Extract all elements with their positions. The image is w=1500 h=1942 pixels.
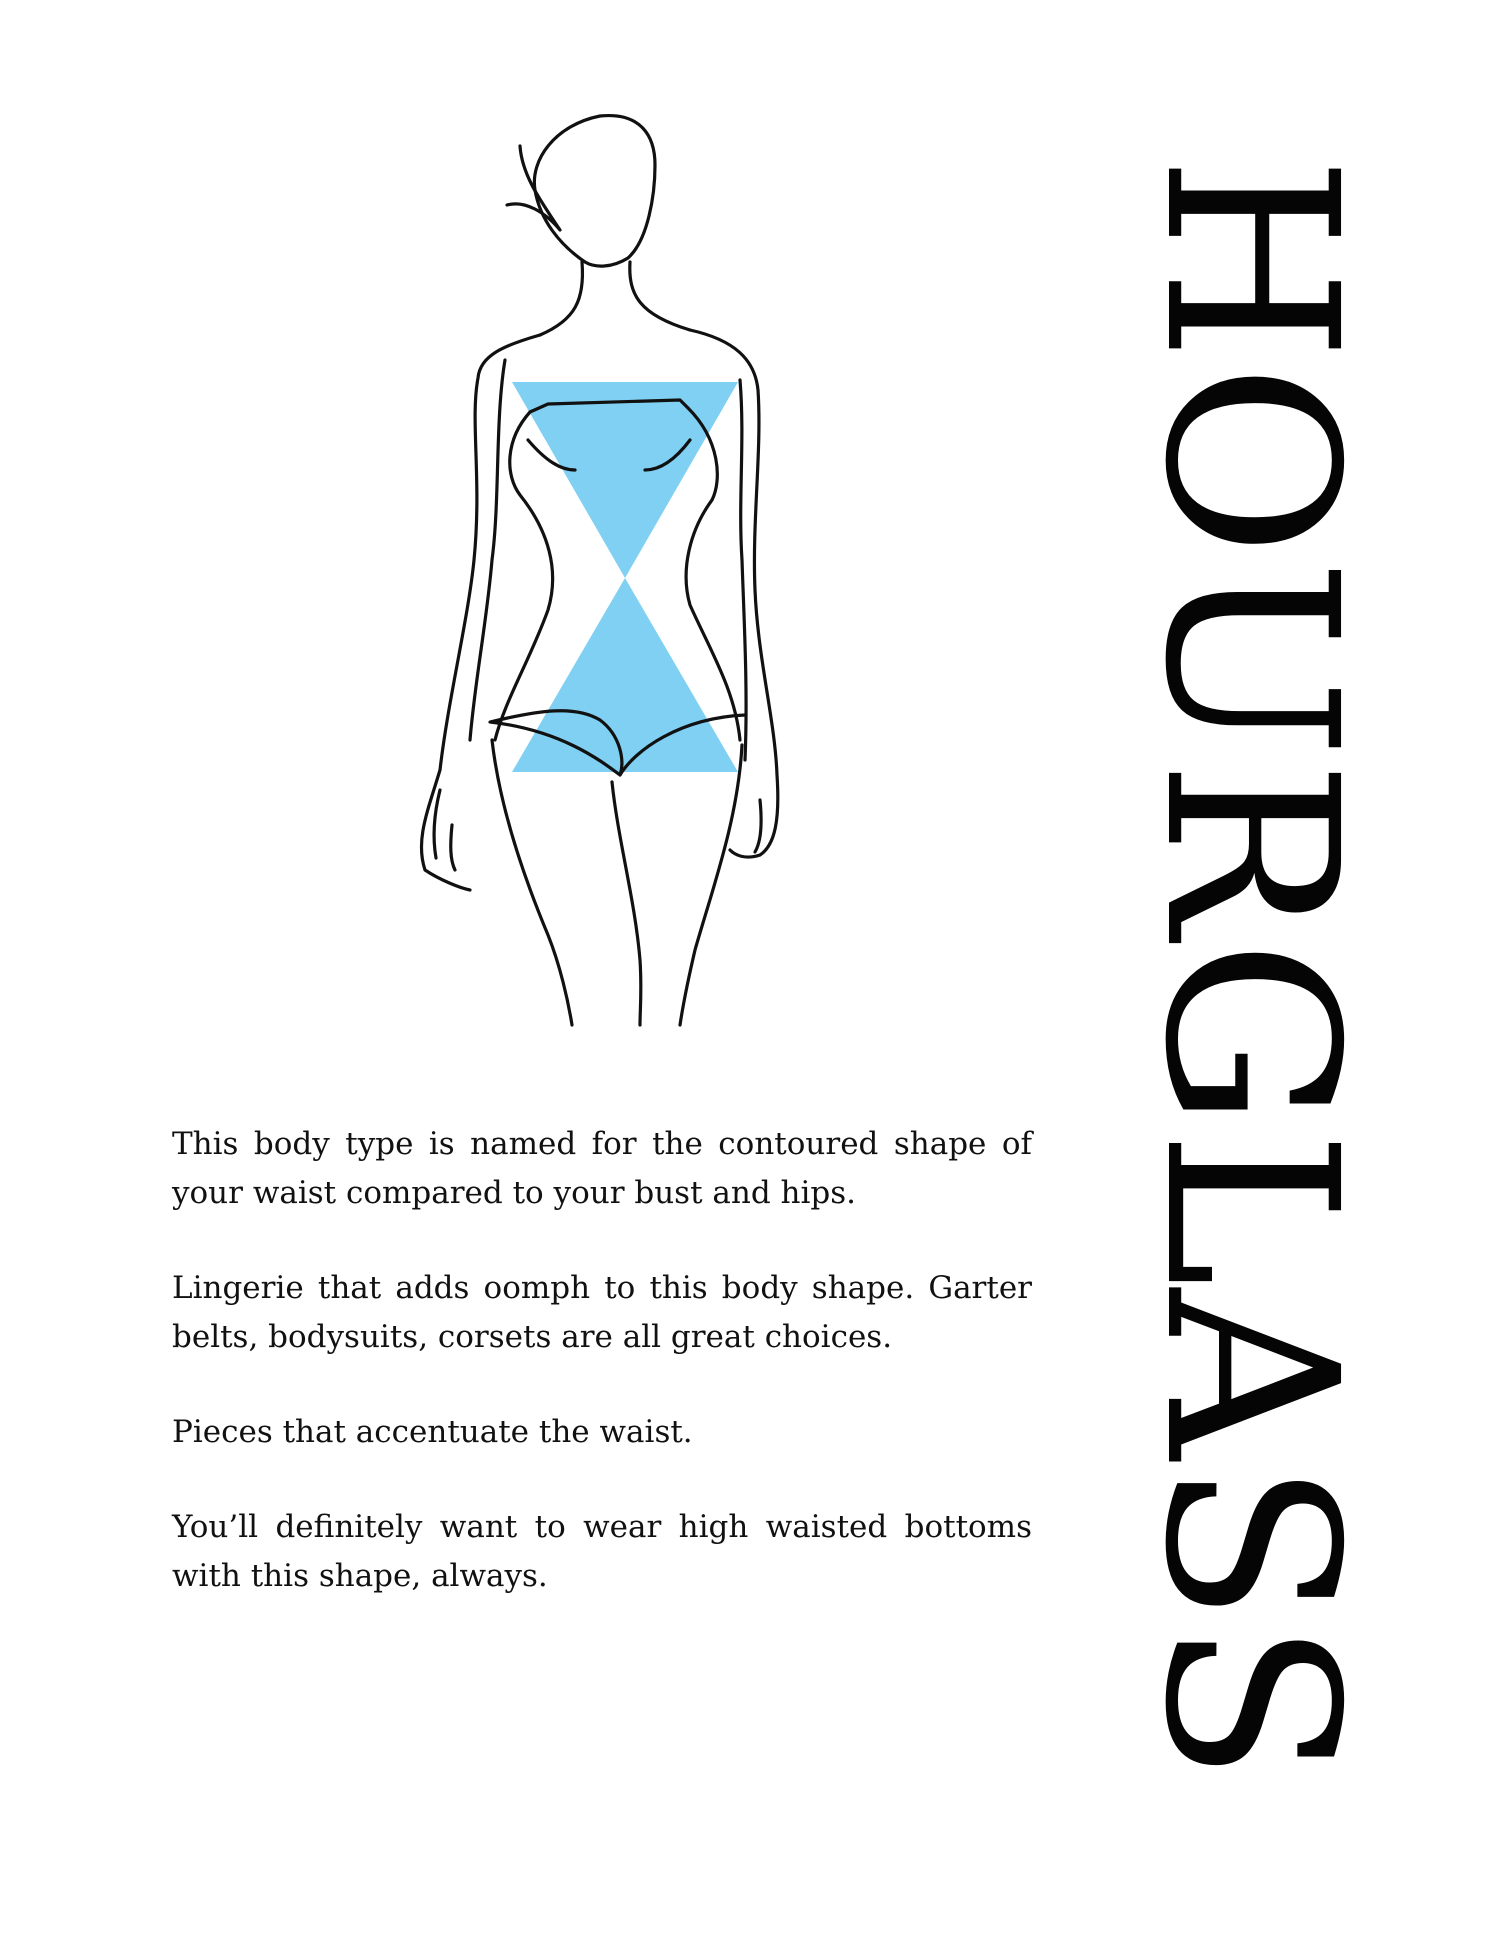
paragraph: This body type is named for the contoured shape of your waist compared to your bust and hips. [172, 1126, 1032, 1211]
body-text [172, 1120, 1032, 1647]
page-title: HOURGLASS [1113, 155, 1388, 1785]
paragraph: You’ll definitely want to wear high waisted bottoms with this shape, always. [172, 1509, 1032, 1594]
upper-triangle-shape [512, 382, 738, 578]
paragraph: Pieces that accentuate the waist. [172, 1414, 693, 1450]
title-block [1065, 150, 1435, 1790]
lower-triangle-shape [512, 578, 738, 772]
body-outline [421, 116, 777, 1025]
paragraph: Lingerie that adds oomph to this body shape. Garter belts, bodysuits, corsets are all great choices. [172, 1270, 1032, 1355]
hourglass-body-figure-icon [400, 100, 800, 1060]
